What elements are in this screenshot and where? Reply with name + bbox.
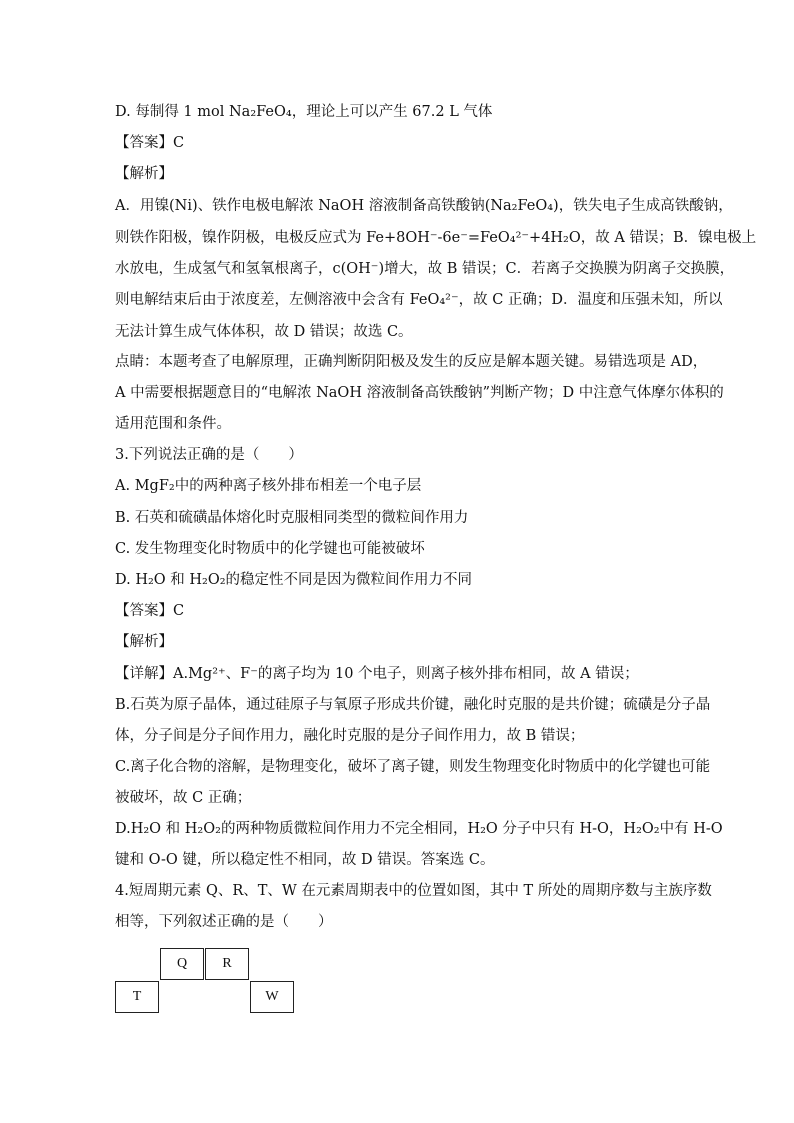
analysis-q2-line-4: 则电解结束后由于浓度差，左侧溶液中会含有 FeO₄²⁻，故 C 正确；D．温度和压强未知，所以 [115, 292, 723, 308]
tip-q2-line-3: 适用范围和条件。 [115, 416, 231, 432]
analysis-q2-line-5: 无法计算生成气体体积，故 D 错误；故选 C。 [115, 324, 413, 340]
option-c-q3: C. 发生物理变化时物质中的化学键也可能被破坏 [115, 541, 425, 557]
question-4-stem-line-1: 4.短周期元素 Q、R、T、W 在元素周期表中的位置如图，其中 T 所处的周期序数与主族序数 [115, 883, 712, 899]
analysis-label-q3: 【解析】 [115, 634, 173, 650]
detail-q3-b-line-1: B.石英为原子晶体，通过硅原子与氧原子形成共价键，融化时克服的是共价键；硫磺是分子晶 [115, 697, 711, 713]
detail-q3-b-line-2: 体，分子间是分子间作用力，融化时克服的是分子间作用力，故 B 错误； [115, 728, 585, 744]
question-4-stem-line-2: 相等，下列叙述正确的是（ ） [115, 914, 333, 930]
option-d-q3: D. H₂O 和 H₂O₂的稳定性不同是因为微粒间作用力不同 [115, 572, 473, 588]
detail-q3-c-line-2: 被破坏，故 C 正确； [115, 790, 252, 806]
detail-q3-d-line-1: D.H₂O 和 H₂O₂的两种物质微粒间作用力不完全相同，H₂O 分子中只有 H-O，H₂O₂中有 H-O [115, 821, 723, 837]
analysis-q2-line-3: 水放电，生成氢气和氢氧根离子，c(OH⁻)增大，故 B 错误；C．若离子交换膜为阴离子交换膜， [115, 261, 735, 277]
detail-q3-d-line-2: 键和 O-O 键，所以稳定性不相同，故 D 错误。答案选 C。 [115, 852, 495, 868]
option-d-q2: D. 每制得 1 mol Na₂FeO₄，理论上可以产生 67.2 L 气体 [115, 104, 493, 120]
answer-label-q2: 【答案】C [115, 135, 185, 151]
answer-label-q3: 【答案】C [115, 603, 185, 619]
question-3-stem: 3.下列说法正确的是（ ） [115, 447, 303, 463]
detail-q3-c-line-1: C.离子化合物的溶解，是物理变化，破坏了离子键，则发生物理变化时物质中的化学键也可能 [115, 759, 711, 775]
tip-q2-line-1: 点睛：本题考查了电解原理，正确判断阴阳极及发生的反应是解本题关键。易错选项是 AD， [115, 354, 708, 370]
cell-t: T [115, 981, 159, 1013]
cell-q: Q [160, 948, 204, 980]
tip-q2-line-2: A 中需要根据题意目的“电解浓 NaOH 溶液制备高铁酸钠”判断产物；D 中注意气体摩尔体积的 [115, 385, 724, 401]
option-a-q3: A. MgF₂中的两种离子核外排布相差一个电子层 [115, 478, 422, 494]
cell-r: R [205, 948, 249, 980]
analysis-q2-line-2: 则铁作阳极，镍作阴极，电极反应式为 Fe+8OH⁻-6e⁻=FeO₄²⁻+4H₂O，故 A 错误；B．镍电极上 [115, 230, 757, 246]
cell-w: W [250, 981, 294, 1013]
periodic-table-fragment [115, 948, 297, 1014]
analysis-label-q2: 【解析】 [115, 166, 173, 182]
analysis-q2-line-1: A．用镍(Ni)、铁作电极电解浓 NaOH 溶液制备高铁酸钠(Na₂FeO₄)，铁失电子生成高铁酸钠， [115, 198, 733, 214]
detail-q3-a: 【详解】A.Mg²⁺、F⁻的离子均为 10 个电子，则离子核外排布相同，故 A 错误； [115, 666, 639, 682]
option-b-q3: B. 石英和硫磺晶体熔化时克服相同类型的微粒间作用力 [115, 510, 469, 526]
